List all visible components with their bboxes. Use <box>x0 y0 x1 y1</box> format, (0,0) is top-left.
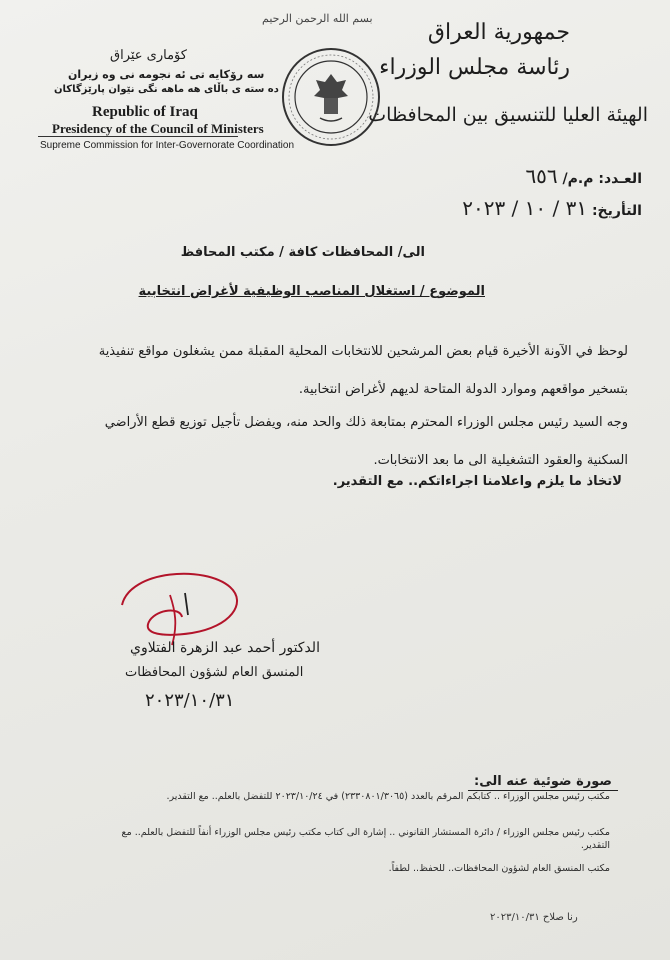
subject: الموضوع / استغلال المناصب الوظيفية لأغراض انتخابية <box>138 284 485 299</box>
kurdish-line-3: ده سته ى باڵاى هه ماهه نگى نێوان پارێزگاکان <box>54 84 279 95</box>
kurdish-title: كۆمارى عێراق <box>110 48 187 63</box>
republic-header: جمهورية العراق <box>427 20 570 45</box>
basmala: بسم الله الرحمن الرحيم <box>262 12 373 25</box>
reference-date-label: التأريخ: <box>591 203 642 219</box>
english-subtitle: Presidency of the Council of Ministers <box>52 121 264 136</box>
signatory-title: المنسق العام لشؤون المحافظات <box>125 665 304 680</box>
closing-line: لاتخاذ ما يلزم واعلامنا اجراءاتكم.. مع التقدير. <box>332 474 622 489</box>
presidency-header: رئاسة مجلس الوزراء <box>379 55 570 80</box>
kurdish-line-2: سه رۆکايه تى ئه نجومه نى وه زيران <box>68 68 265 81</box>
english-commission: Supreme Commission for Inter-Governorate Coordination <box>40 140 294 151</box>
header-rule <box>38 136 238 137</box>
reference-date-value: ٣١ / ١٠ / ٢٠٢٣ <box>462 196 588 220</box>
commission-header: الهيئة العليا للتنسيق بين المحافظات <box>368 104 648 126</box>
iraq-emblem-seal <box>280 46 382 148</box>
reference-number <box>525 164 642 188</box>
copy-recipient-2: مكتب رئيس مجلس الوزراء / دائرة المستشار القانوني .. إشارة الى كتاب مكتب رئيس مجلس الوزراء أنفاً للتفضل بالعلم.. مع التقدير. <box>121 827 610 851</box>
copies-title: صورة ضوئية عنه الى: <box>474 774 612 789</box>
english-title: Republic of Iraq <box>92 104 198 120</box>
typist-initials-date: رنا صلاح ٢٠٢٣/١٠/٣١ <box>490 912 578 923</box>
body-paragraph-2: وجه السيد رئيس مجلس الوزراء المحترم بمتابعة ذلك والحد منه، ويفضل تأجيل توزيع قطع الأراضي السكنية والعقود التشغيلية الى ما بعد الانتخابات. <box>104 415 628 468</box>
addressee: الى/ المحافظات كافة / مكتب المحافظ <box>180 245 425 260</box>
copy-recipient-1: مكتب رئيس مجلس الوزراء .. كتابكم المرقم بالعدد (٢٣٣٠٨٠١/٣٠٦٥) في ٢٠٢٣/١٠/٢٤ للتفضل بالعلم.. مع التقدير. <box>166 791 610 802</box>
signature-date: ٢٠٢٣/١٠/٣١ <box>145 690 235 711</box>
reference-number-label: العـدد: م.م/ <box>562 171 642 187</box>
reference-number-value: ٦٥٦ <box>525 164 558 188</box>
signatory-name: الدكتور أحمد عبد الزهرة الفتلاوي <box>130 640 320 656</box>
copy-recipient-3: مكتب المنسق العام لشؤون المحافظات.. للحفظ.. لطفاً. <box>388 863 610 874</box>
reference-date <box>462 196 642 220</box>
body-paragraph-1: لوحظ في الآونة الأخيرة قيام بعض المرشحين للانتخابات المحلية المقبلة ممن يشغلون مواقع تنفيذية بتسخير مواقعهم وموارد الدولة المتاحة لديهم لأغراض انتخابية. <box>98 344 628 397</box>
